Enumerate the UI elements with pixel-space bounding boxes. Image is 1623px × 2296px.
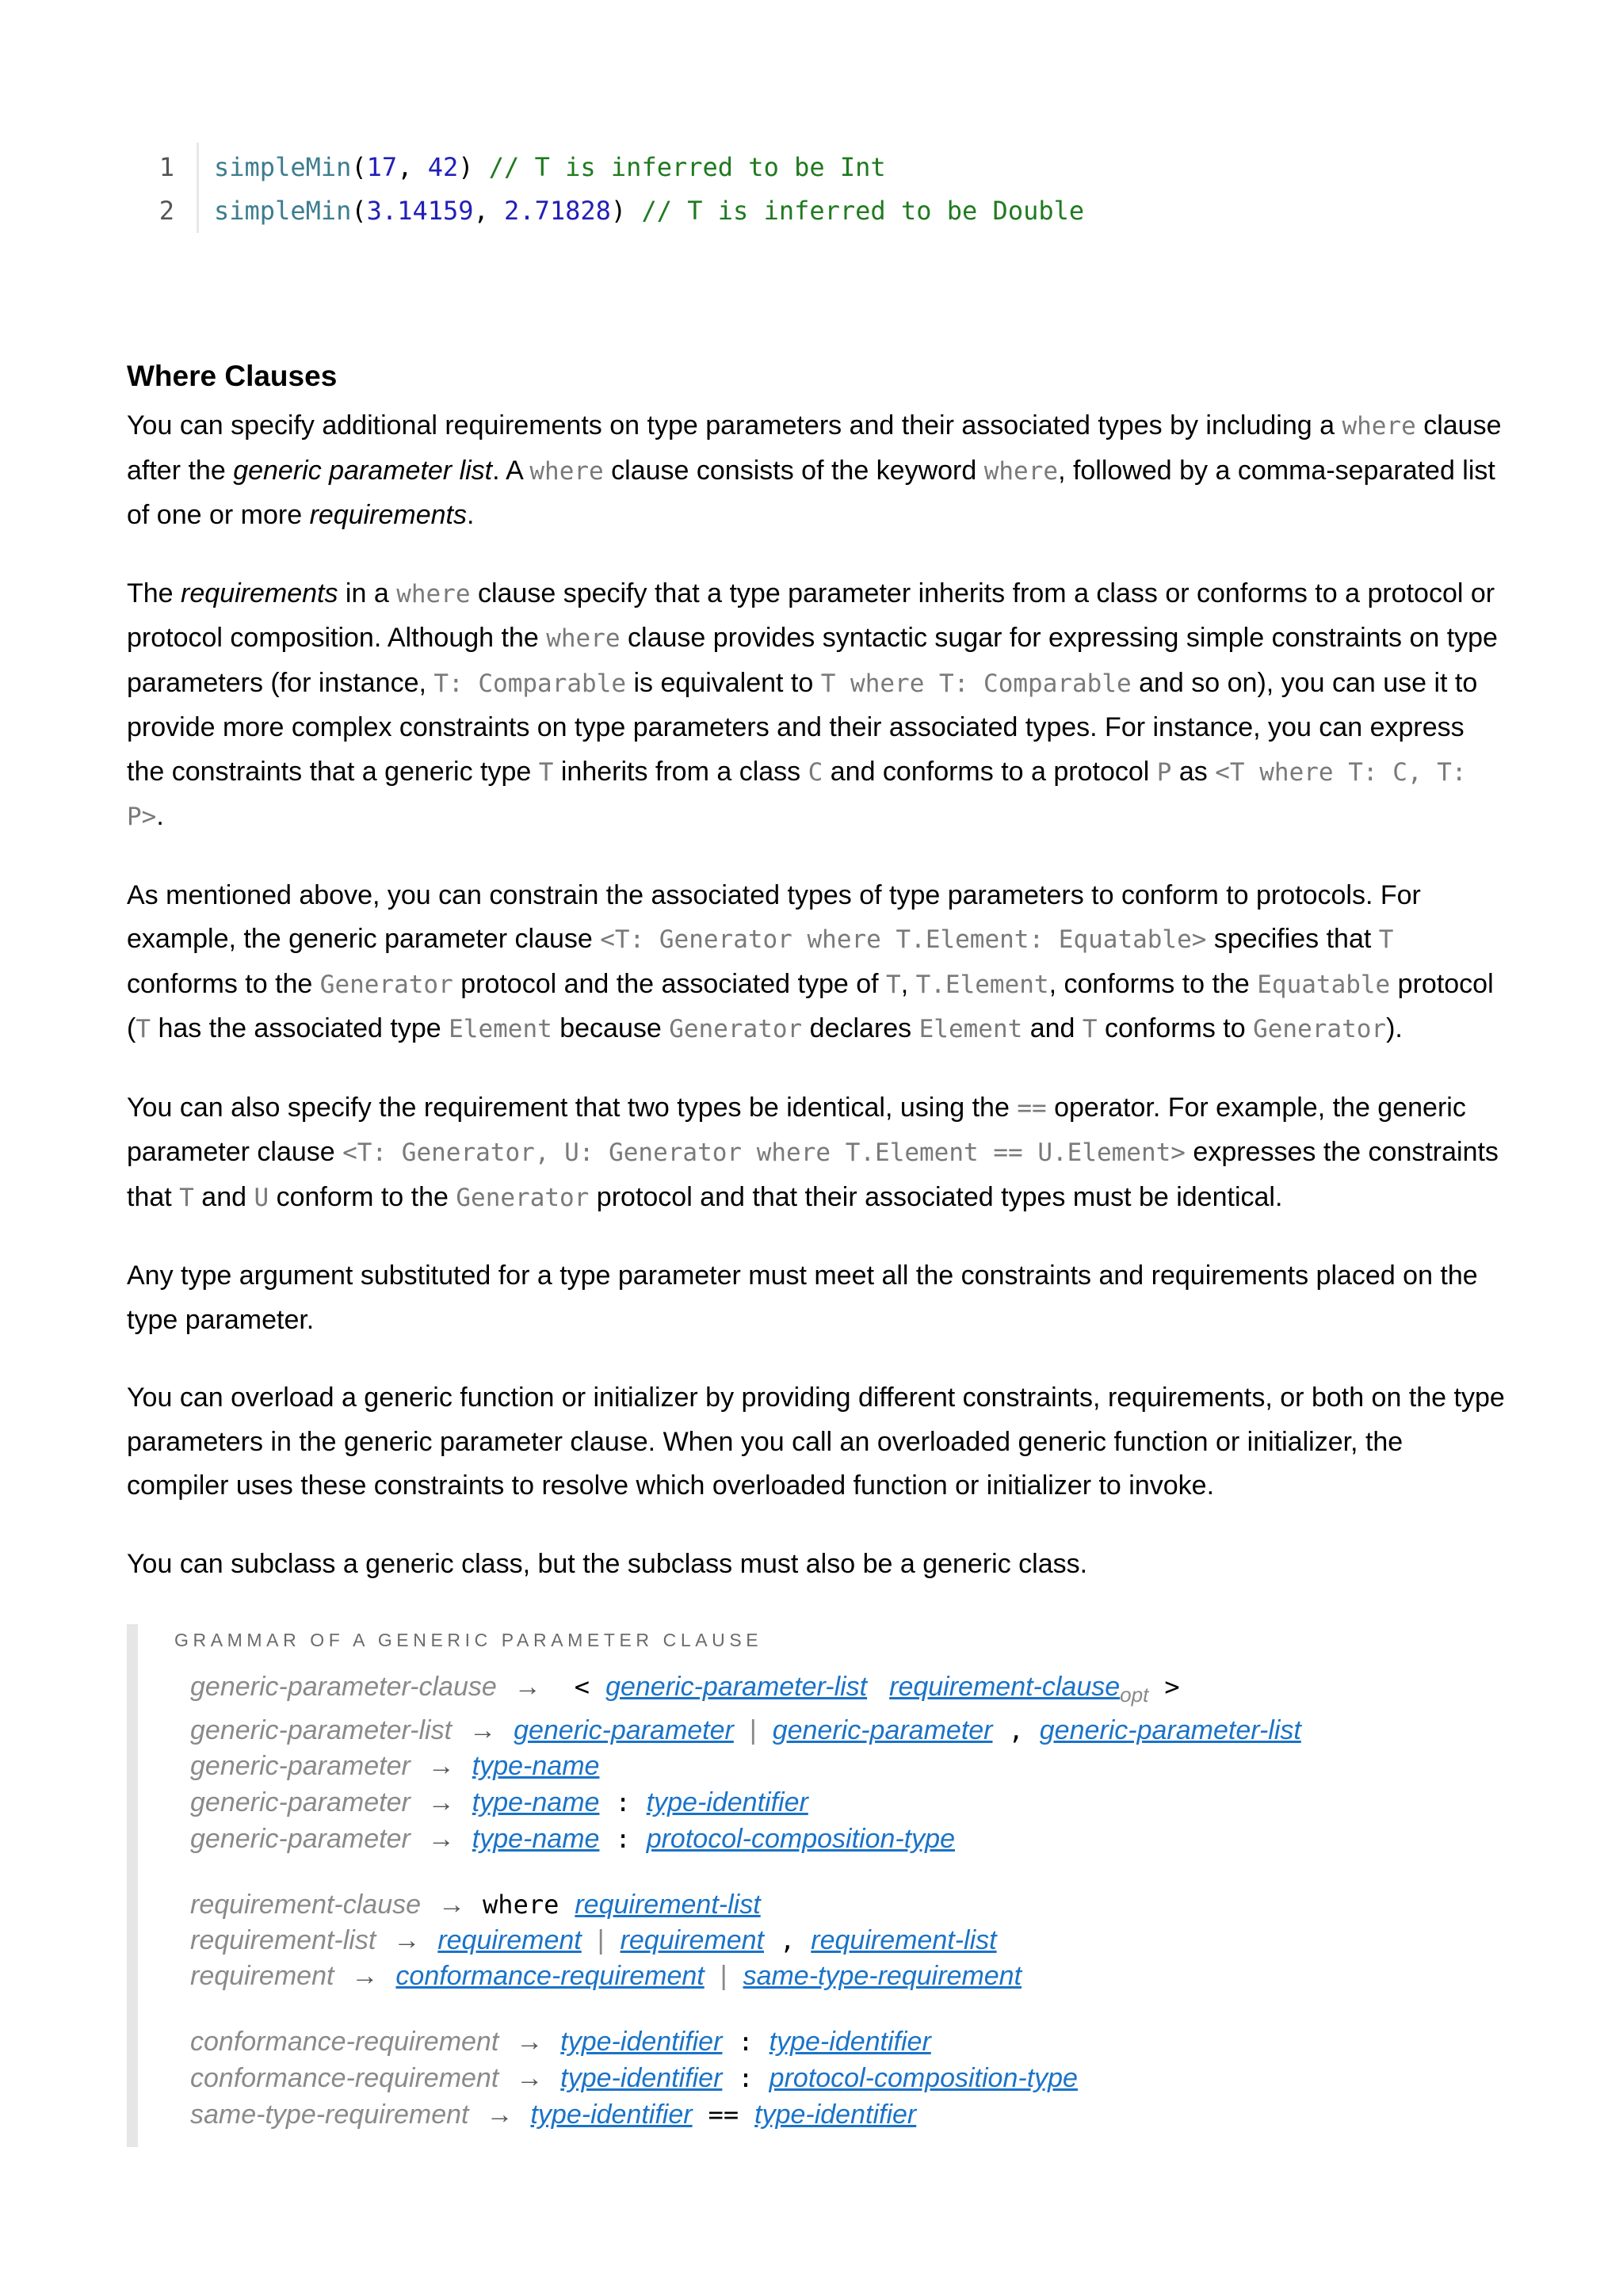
inline-code: C (808, 757, 823, 787)
arrow-icon: → (516, 2063, 544, 2093)
inline-code: T: Comparable (433, 669, 627, 698)
inline-code: <T where T: C, T: P> (127, 757, 1467, 831)
section-heading: Where Clauses (127, 360, 338, 392)
grammar-rule (190, 1922, 997, 1958)
terminal-keyword: where (483, 1890, 559, 1920)
grammar-rule (190, 1748, 599, 1784)
paragraph: You can subclass a generic class, but the subclass must also be a generic class. (127, 1548, 1088, 1579)
arrow-icon: → (427, 1751, 455, 1781)
emphasis: requirements (181, 578, 338, 608)
grammar-rule (190, 1712, 1301, 1749)
grammar-link[interactable]: requirement-clause (889, 1672, 1121, 1702)
grammar-rule (190, 1958, 1022, 1994)
text: specifies that (1206, 924, 1379, 954)
alternative-bar: | (749, 1715, 757, 1745)
inline-code: U (254, 1183, 269, 1212)
body-text (127, 404, 1506, 1620)
grammar-link[interactable]: type-identifier (646, 1787, 808, 1817)
arrow-icon: → (469, 1715, 497, 1745)
code-punctuation: , (473, 196, 505, 226)
nonterminal: same-type-requirement (190, 2100, 469, 2130)
text: and so on), you can use it to provide more complex constraints on type parameters and their associated types. For instance, you can express the constraints that a generic type (127, 667, 1478, 787)
grammar-link[interactable]: type-identifier (560, 2063, 723, 2093)
terminal-symbol: , (1008, 1715, 1024, 1745)
optional-marker: opt (1120, 1683, 1149, 1707)
terminal-symbol: < (574, 1672, 590, 1702)
grammar-rule (190, 1784, 808, 1821)
text: clause consists of the keyword (603, 455, 984, 486)
grammar-link[interactable]: protocol-composition-type (769, 2063, 1078, 2093)
emphasis: generic parameter list (233, 455, 493, 486)
code-punctuation: , (397, 152, 428, 182)
text: , (900, 968, 916, 999)
text: . A (492, 455, 530, 486)
terminal-symbol: : (615, 1824, 631, 1854)
line-number: 1 (158, 152, 174, 182)
grammar-link[interactable]: type-name (472, 1824, 600, 1854)
text: protocol and the associated type of (453, 968, 887, 999)
grammar-link[interactable]: requirement (437, 1925, 582, 1955)
inline-code: Equatable (1257, 970, 1391, 999)
inline-code: T (538, 757, 554, 787)
text: is equivalent to (626, 667, 821, 698)
page-content (127, 143, 1506, 2130)
text: as (1171, 756, 1216, 787)
paragraph (127, 404, 1506, 538)
nonterminal: generic-parameter-list (190, 1715, 453, 1745)
nonterminal: conformance-requirement (190, 2027, 499, 2057)
arrow-icon: → (427, 1824, 455, 1854)
nonterminal: generic-parameter (190, 1751, 411, 1781)
text: , followed by a comma-separated list of one or more (127, 455, 1495, 530)
arrow-icon: → (514, 1672, 541, 1702)
paragraph (127, 874, 1506, 1052)
grammar-link[interactable]: type-name (472, 1787, 600, 1817)
arrow-icon: → (486, 2100, 514, 2130)
text: declares (802, 1013, 919, 1043)
text: You can also specify the requirement that two types be identical, using the (127, 1092, 1018, 1123)
code-punctuation: ( (351, 196, 367, 226)
nonterminal: requirement (190, 1961, 334, 1991)
text: in a (338, 578, 397, 608)
code-number: 42 (427, 152, 459, 182)
inline-code: == (1017, 1093, 1047, 1123)
grammar-link[interactable]: conformance-requirement (395, 1961, 705, 1991)
alternative-bar: | (720, 1961, 727, 1991)
grammar-link[interactable]: requirement-list (575, 1890, 761, 1920)
grammar-link[interactable]: type-identifier (769, 2027, 931, 2057)
inline-code: T (136, 1015, 151, 1043)
inline-code: T (1082, 1015, 1098, 1043)
text: inherits from a class (553, 756, 808, 787)
grammar-rule (190, 1886, 761, 1923)
paragraph: Any type argument substituted for a type parameter must meet all the constraints and requirements placed on the type parameter. (127, 1261, 1478, 1335)
inline-code: where (1342, 412, 1416, 441)
grammar-link[interactable]: type-identifier (530, 2100, 693, 2130)
text: and conforms to a protocol (823, 756, 1157, 787)
grammar-rule (190, 1821, 955, 1857)
code-number: 2.71828 (504, 196, 611, 226)
grammar-rule (190, 1669, 1196, 1713)
text: conforms to the (127, 968, 320, 999)
grammar-link[interactable]: generic-parameter-list (1039, 1715, 1301, 1745)
grammar-link[interactable]: generic-parameter (514, 1715, 734, 1745)
grammar-link[interactable]: generic-parameter (772, 1715, 993, 1745)
arrow-icon: → (438, 1890, 466, 1920)
nonterminal: requirement-list (190, 1925, 376, 1955)
paragraph (127, 1086, 1506, 1221)
text: because (552, 1013, 670, 1043)
inline-code: Generator (669, 1015, 803, 1043)
text: clause provides syntactic sugar for expressing simple constraints on type parameters (for instance, (127, 623, 1498, 698)
paragraph: You can overload a generic function or initializer by providing different constraints, requirements, or both on the type parameters in the generic parameter clause. When you call an overloaded generic function or initializer, the compiler uses these constraints to resolve which overloaded function or initializer to invoke. (127, 1383, 1505, 1501)
grammar-link[interactable]: requirement-list (811, 1925, 997, 1955)
code-comment: // T is inferred to be Double (626, 196, 1085, 226)
arrow-icon: → (427, 1787, 455, 1817)
text: As mentioned above, you can constrain the associated types of type parameters to conform to protocols. For example, the generic parameter clause (127, 879, 1421, 954)
inline-code: T where T: Comparable (820, 669, 1132, 698)
code-punctuation: ) (458, 152, 474, 182)
code-function: simpleMin (214, 152, 352, 182)
text: protocol and that their associated types must be identical. (589, 1181, 1283, 1212)
inline-code: where (529, 456, 604, 486)
code-number: 3.14159 (366, 196, 474, 226)
inline-code: <T: Generator where T.Element: Equatable> (600, 925, 1207, 954)
arrow-icon: → (351, 1961, 379, 1991)
inline-code: T (179, 1183, 194, 1212)
alternative-bar: | (597, 1925, 605, 1955)
text: . (156, 801, 164, 831)
terminal-symbol: == (708, 2100, 739, 2130)
inline-code: Element (449, 1015, 552, 1043)
code-punctuation: ( (351, 152, 367, 182)
terminal-symbol: : (615, 1787, 631, 1817)
nonterminal: conformance-requirement (190, 2063, 499, 2093)
arrow-icon: → (516, 2027, 544, 2057)
grammar-link[interactable]: type-identifier (754, 2100, 917, 2130)
grammar-link[interactable]: type-identifier (560, 2027, 723, 2057)
grammar-rule (190, 2060, 1078, 2096)
text: conform to the (269, 1181, 456, 1212)
inline-code: T (1378, 925, 1394, 954)
inline-code: P (1156, 757, 1172, 787)
inline-code: where (396, 579, 471, 608)
grammar-link[interactable]: generic-parameter-list (605, 1672, 868, 1702)
inline-code: Generator (319, 970, 453, 999)
text: conforms to (1097, 1013, 1254, 1043)
text: The (127, 578, 181, 608)
code-line (127, 146, 886, 189)
text: . (466, 500, 475, 530)
paragraph (127, 572, 1506, 840)
emphasis: requirements (309, 500, 467, 530)
grammar-box (127, 1624, 1517, 2147)
grammar-link[interactable]: same-type-requirement (743, 1961, 1022, 1991)
grammar-rule (190, 2023, 931, 2060)
text: You can specify additional requirements on type parameters and their associated types by including a (127, 410, 1342, 441)
text: and (1022, 1013, 1083, 1043)
arrow-icon: → (393, 1925, 421, 1955)
nonterminal: generic-parameter-clause (190, 1672, 497, 1702)
text: and (193, 1181, 254, 1212)
nonterminal: generic-parameter (190, 1824, 411, 1854)
terminal-symbol: , (780, 1925, 796, 1955)
inline-code: Generator (456, 1183, 590, 1212)
text: has the associated type (151, 1013, 449, 1043)
line-number: 2 (158, 196, 174, 226)
grammar-link[interactable]: requirement (620, 1925, 764, 1955)
grammar-rule (190, 2096, 916, 2133)
terminal-symbol: : (738, 2063, 754, 2093)
inline-code: where (983, 456, 1059, 486)
code-function: simpleMin (214, 196, 352, 226)
text: clause specify that a type parameter inherits from a class or conforms to a protocol or protocol composition. Although the (127, 578, 1495, 653)
inline-code: Generator (1253, 1015, 1387, 1043)
code-comment: // T is inferred to be Int (473, 152, 886, 182)
code-block (127, 143, 1506, 238)
code-punctuation: ) (610, 196, 627, 226)
code-number: 17 (366, 152, 398, 182)
grammar-link[interactable]: type-name (472, 1751, 600, 1781)
grammar-title: GRAMMAR OF A GENERIC PARAMETER CLAUSE (174, 1630, 763, 1650)
nonterminal: requirement-clause (190, 1890, 422, 1920)
inline-code: T (886, 970, 901, 999)
grammar-link[interactable]: protocol-composition-type (646, 1824, 955, 1854)
terminal-symbol: : (738, 2027, 754, 2057)
inline-code: <T: Generator, U: Generator where T.Element == U.Element> (342, 1138, 1186, 1167)
inline-code: T.Element (915, 970, 1049, 999)
terminal-symbol: > (1164, 1672, 1180, 1702)
text: protocol ( (127, 968, 1494, 1043)
inline-code: where (546, 624, 621, 653)
text: clause after the (127, 410, 1502, 486)
code-line (127, 189, 1084, 233)
nonterminal: generic-parameter (190, 1787, 411, 1817)
text: ). (1386, 1013, 1403, 1043)
inline-code: Element (918, 1015, 1023, 1043)
text: operator. For example, the generic parameter clause (127, 1092, 1466, 1167)
text: , conforms to the (1048, 968, 1258, 999)
text: expresses the constraints that (127, 1137, 1499, 1212)
